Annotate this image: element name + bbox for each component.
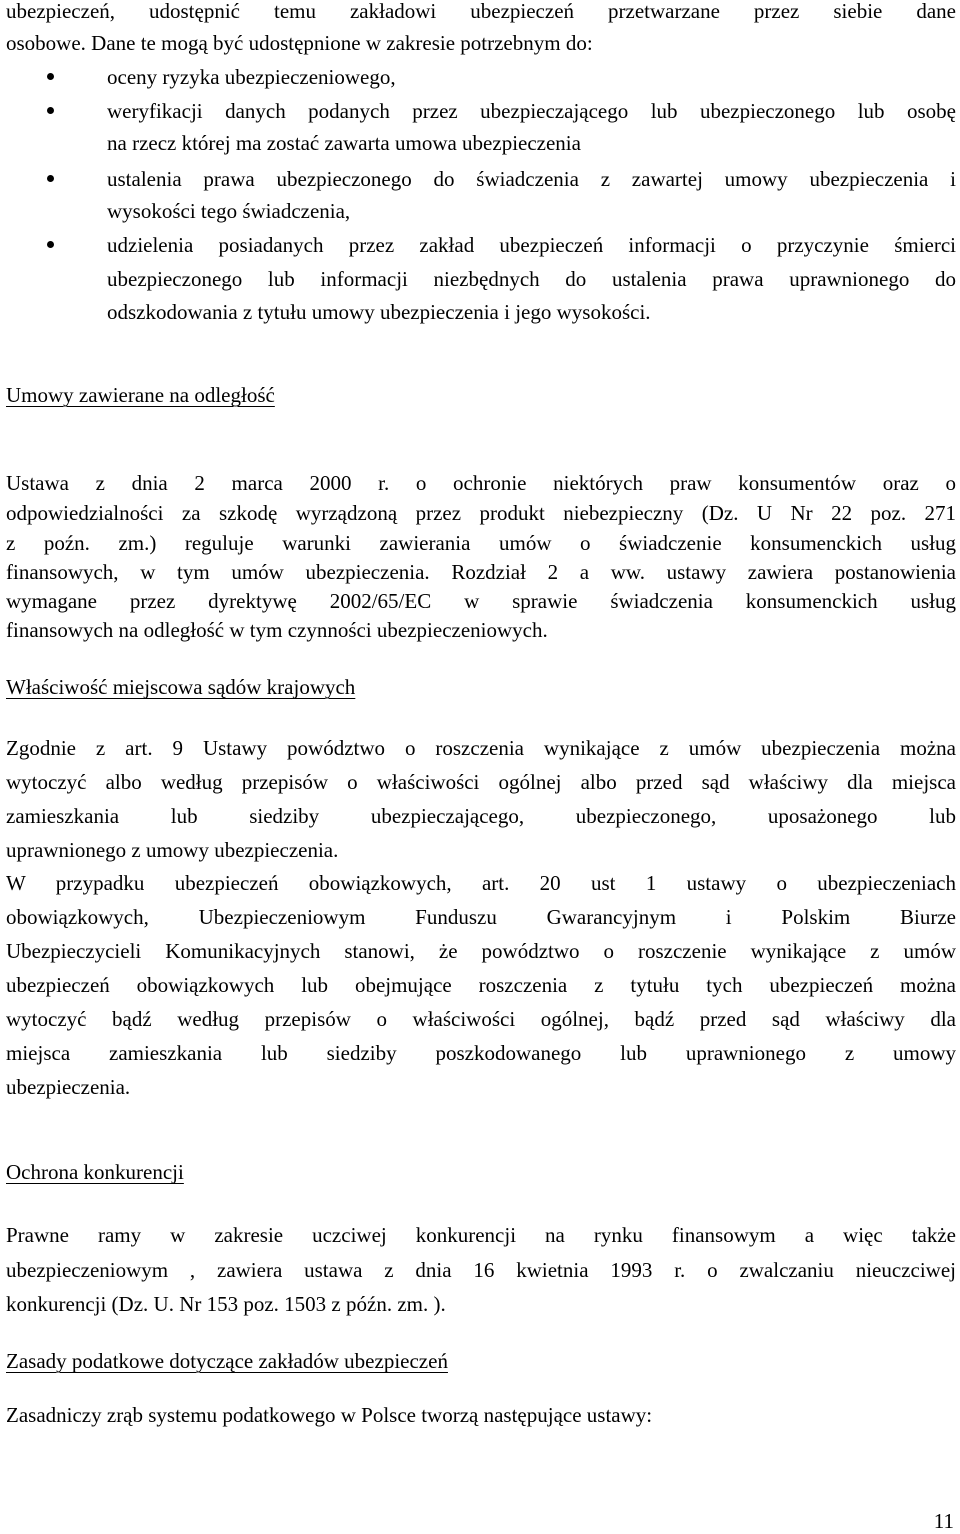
paragraph-line: z poźn. zm.) reguluje warunki zawierania umów o świadczenie konsumenckich usług bbox=[6, 531, 956, 555]
section-heading: Właściwość miejscowa sądów krajowych bbox=[6, 675, 356, 699]
list-item: weryfikacji danych podanych przez ubezpieczającego lub ubezpieczonego lub osobę bbox=[107, 99, 956, 123]
list-item: ustalenia prawa ubezpieczonego do świadczenia z zawartej umowy ubezpieczenia i bbox=[107, 167, 956, 191]
paragraph-line: Prawne ramy w zakresie uczciwej konkurencji na rynku finansowym a więc także bbox=[6, 1223, 956, 1247]
paragraph-line: ubezpieczenia. bbox=[6, 1075, 131, 1099]
bullet-icon bbox=[47, 107, 54, 114]
bullet-icon bbox=[47, 73, 54, 80]
paragraph-line: uprawnionego z umowy ubezpieczenia. bbox=[6, 838, 339, 862]
paragraph-line: W przypadku ubezpieczeń obowiązkowych, art. 20 ust 1 ustawy o ubezpieczeniach bbox=[6, 871, 956, 895]
list-item-continuation: wysokości tego świadczenia, bbox=[107, 199, 351, 223]
list-item-continuation: na rzecz której ma zostać zawarta umowa ubezpieczenia bbox=[107, 131, 581, 155]
section-heading: Zasady podatkowe dotyczące zakładów ubezpieczeń bbox=[6, 1349, 448, 1373]
paragraph-line: miejsca zamieszkania lub siedziby poszkodowanego lub uprawnionego z umowy bbox=[6, 1041, 956, 1065]
paragraph-line: osobowe. Dane te mogą być udostępnione w zakresie potrzebnym do: bbox=[6, 31, 593, 55]
list-item: oceny ryzyka ubezpieczeniowego, bbox=[107, 65, 396, 89]
paragraph-line: Ustawa z dnia 2 marca 2000 r. o ochronie niektórych praw konsumentów oraz o bbox=[6, 471, 956, 495]
section-heading: Umowy zawierane na odległość bbox=[6, 383, 275, 407]
paragraph-line: ubezpieczeń obowiązkowych lub obejmujące roszczenia z tytułu tych ubezpieczeń można bbox=[6, 973, 956, 997]
paragraph-line: finansowych, w tym umów ubezpieczenia. Rozdział 2 a ww. ustawy zawiera postanowienia bbox=[6, 560, 956, 584]
list-item-continuation: ubezpieczonego lub informacji niezbędnych do ustalenia prawa uprawnionego do bbox=[107, 267, 956, 291]
paragraph-line: ubezpieczeniowym , zawiera ustawa z dnia 16 kwietnia 1993 r. o zwalczaniu nieuczciwej bbox=[6, 1258, 956, 1282]
paragraph-line: konkurencji (Dz. U. Nr 153 poz. 1503 z późn. zm. ). bbox=[6, 1292, 446, 1316]
paragraph-line: wytoczyć bądź według przepisów o właściwości ogólnej, bądź przed sąd właściwy dla bbox=[6, 1007, 956, 1031]
paragraph-line: ubezpieczeń, udostępnić temu zakładowi ubezpieczeń przetwarzane przez siebie dane bbox=[6, 0, 956, 23]
paragraph-line: odpowiedzialności za szkodę wyrządzoną przez produkt niebezpieczny (Dz. U Nr 22 poz. 271 bbox=[6, 501, 956, 525]
list-item-continuation: odszkodowania z tytułu umowy ubezpieczenia i jego wysokości. bbox=[107, 300, 651, 324]
paragraph-line: obowiązkowych, Ubezpieczeniowym Funduszu Gwarancyjnym i Polskim Biurze bbox=[6, 905, 956, 929]
paragraph-line: Zasadniczy zrąb systemu podatkowego w Polsce tworzą następujące ustawy: bbox=[6, 1403, 653, 1427]
paragraph-line: zamieszkania lub siedziby ubezpieczającego, ubezpieczonego, uposażonego lub bbox=[6, 804, 956, 828]
paragraph-line: finansowych na odległość w tym czynności ubezpieczeniowych. bbox=[6, 618, 548, 642]
paragraph-line: wytoczyć albo według przepisów o właściwości ogólnej albo przed sąd właściwy dla miejsca bbox=[6, 770, 956, 794]
bullet-icon bbox=[47, 175, 54, 182]
paragraph-line: wymagane przez dyrektywę 2002/65/EC w sprawie świadczenia konsumenckich usług bbox=[6, 589, 956, 613]
list-item: udzielenia posiadanych przez zakład ubezpieczeń informacji o przyczynie śmierci bbox=[107, 233, 956, 257]
paragraph-line: Ubezpieczycieli Komunikacyjnych stanowi, że powództwo o roszczenie wynikające z umów bbox=[6, 939, 956, 963]
page-number: 11 bbox=[933, 1509, 954, 1533]
section-heading: Ochrona konkurencji bbox=[6, 1160, 184, 1184]
paragraph-line: Zgodnie z art. 9 Ustawy powództwo o roszczenia wynikające z umów ubezpieczenia można bbox=[6, 736, 956, 760]
bullet-icon bbox=[47, 241, 54, 248]
